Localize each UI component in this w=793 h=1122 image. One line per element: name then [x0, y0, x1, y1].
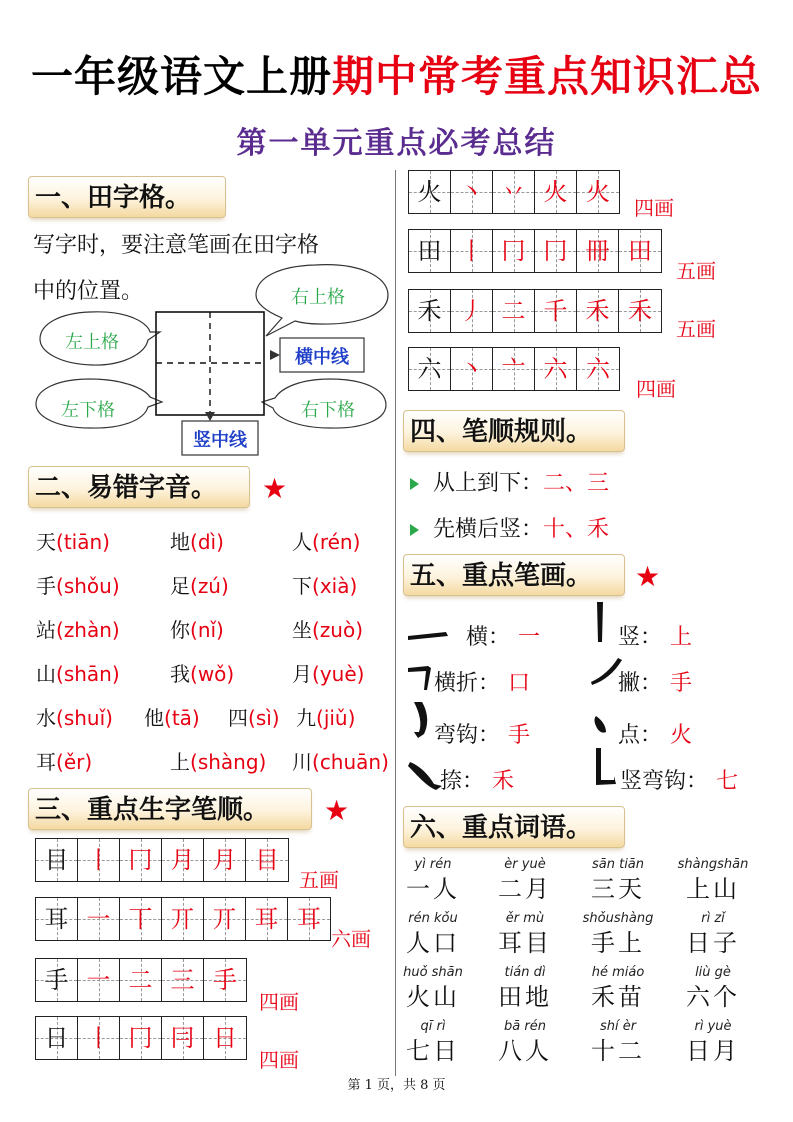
stroke-count: 五画 [299, 868, 339, 892]
stroke-grid [408, 229, 662, 273]
grid-character: 耳 [36, 898, 78, 940]
section-1-heading: 一、田字格。 [28, 176, 226, 218]
pinyin-item: 我(wǒ) [170, 662, 235, 686]
grid-stroke-step: 冊 [577, 230, 619, 272]
pinyin-item: 山(shān) [36, 662, 120, 686]
grid-character: 禾 [409, 290, 451, 332]
pinyin-item: 足(zú) [170, 574, 229, 598]
grid-stroke-step: 手 [204, 959, 246, 1001]
grid-stroke-step: 耳 [288, 898, 330, 940]
section-1-text-line2: 中的位置。 [33, 279, 144, 304]
grid-stroke-step: 亠 [493, 348, 535, 390]
pinyin-item: 地(dì) [170, 530, 224, 554]
dian-stroke-icon [595, 716, 607, 733]
grid-character: 目 [36, 839, 78, 881]
pinyin-item: 耳(ěr) [36, 750, 93, 774]
grid-stroke-step: 一 [78, 959, 120, 1001]
grid-stroke-step: 丿 [451, 290, 493, 332]
pinyin-item: 人(rén) [292, 530, 361, 554]
stroke-grid [35, 838, 289, 882]
stroke-item: 撇： 手 [618, 671, 693, 696]
grid-stroke-step: 目 [246, 839, 288, 881]
shuwangou-stroke-icon [596, 748, 616, 785]
grid-character: 田 [409, 230, 451, 272]
word-item: rén kǒu 人口 [406, 911, 460, 957]
word-item: shǒushàng 手上 [582, 911, 654, 957]
stroke-item: 横： 一 [466, 625, 541, 650]
grid-character: 手 [36, 959, 78, 1001]
grid-stroke-step: 禾 [577, 290, 619, 332]
stroke-item: 捺： 禾 [440, 769, 515, 794]
grid-stroke-step: 冂 [120, 1017, 162, 1059]
grid-stroke-step: 丷 [493, 171, 535, 213]
stroke-grid [408, 289, 662, 333]
grid-character: 火 [409, 171, 451, 213]
label-top-right: 右上格 [291, 287, 345, 308]
stroke-item: 横折： 口 [434, 671, 531, 696]
label-top-left: 左上格 [65, 332, 119, 353]
word-item: bā rén 八人 [498, 1019, 552, 1065]
word-item: shàngshān 上山 [677, 857, 749, 903]
grid-stroke-step: 火 [535, 171, 577, 213]
pinyin-item: 下(xià) [292, 574, 358, 598]
stroke-count: 四画 [634, 196, 674, 220]
stroke-count: 四画 [259, 990, 299, 1014]
grid-stroke-step: 丶 [451, 348, 493, 390]
section-2-heading: 二、易错字音。 [28, 466, 250, 508]
word-item: liù gè 六个 [686, 965, 740, 1011]
word-item: sān tiān 三天 [591, 857, 645, 903]
grid-stroke-step: 田 [619, 230, 661, 272]
na-stroke-icon [408, 762, 442, 790]
grid-stroke-step: 火 [577, 171, 619, 213]
pinyin-item: 天(tiān) [36, 530, 110, 554]
stroke-count: 四画 [636, 377, 676, 401]
grid-character: 日 [36, 1017, 78, 1059]
label-bottom-right: 右下格 [301, 400, 355, 421]
pinyin-item: 四(sì) [228, 706, 280, 730]
label-v-line: 竖中线 [193, 430, 247, 451]
wangou-stroke-icon [414, 702, 427, 738]
stroke-count: 五画 [676, 259, 716, 283]
section-3-star: ★ [324, 794, 350, 827]
word-item: hé miáo 禾苗 [591, 965, 645, 1011]
rule-1: 从上到下：二、三 [410, 466, 609, 497]
heng-stroke-icon [408, 632, 448, 640]
grid-character: 六 [409, 348, 451, 390]
stroke-grid [408, 347, 620, 391]
section-1-text-line1: 写字时，要注意笔画在田字格 [33, 233, 320, 258]
section-5-star: ★ [635, 560, 661, 593]
stroke-grid [35, 1016, 247, 1060]
grid-stroke-step: 冂 [535, 230, 577, 272]
pinyin-item: 手(shǒu) [36, 574, 120, 598]
stroke-item: 竖弯钩： 七 [620, 769, 739, 794]
word-item: rì zǐ 日子 [686, 911, 740, 957]
bullet-triangle-icon [410, 478, 419, 490]
grid-stroke-step: 月 [162, 839, 204, 881]
section-3-heading: 三、重点生字笔顺。 [28, 788, 312, 830]
grid-stroke-step: 日 [204, 1017, 246, 1059]
stroke-item: 竖： 上 [618, 625, 693, 650]
grid-stroke-step: 一 [78, 898, 120, 940]
grid-stroke-step: 耳 [246, 898, 288, 940]
pinyin-item: 水(shuǐ) [36, 706, 113, 730]
stroke-grid [408, 170, 620, 214]
grid-stroke-step: 二 [493, 290, 535, 332]
stroke-grid [35, 897, 331, 941]
grid-stroke-step: 丌 [162, 898, 204, 940]
stroke-count: 六画 [331, 927, 371, 951]
grid-stroke-step: 冃 [162, 1017, 204, 1059]
label-bottom-left: 左下格 [61, 400, 115, 421]
bullet-triangle-icon [410, 524, 419, 536]
pinyin-item: 上(shàng) [170, 750, 267, 774]
grid-stroke-step: 月 [204, 839, 246, 881]
pinyin-item: 你(nǐ) [170, 618, 224, 642]
pinyin-item: 站(zhàn) [36, 618, 120, 642]
word-item: yì rén 一人 [406, 857, 460, 903]
stroke-count: 五画 [676, 317, 716, 341]
section-6-heading: 六、重点词语。 [403, 806, 625, 848]
grid-stroke-step: 三 [162, 959, 204, 1001]
section-5-heading: 五、重点笔画。 [403, 554, 625, 596]
word-item: èr yuè 二月 [498, 857, 552, 903]
page-title: 一年级语文上册期中常考重点知识汇总 [30, 52, 763, 101]
pinyin-item: 他(tā) [144, 706, 200, 730]
word-item: tián dì 田地 [498, 965, 552, 1011]
grid-stroke-step: 丶 [451, 171, 493, 213]
grid-stroke-step: 丨 [78, 1017, 120, 1059]
grid-stroke-step: 六 [535, 348, 577, 390]
grid-stroke-step: 丅 [120, 898, 162, 940]
stroke-item: 弯钩： 手 [434, 723, 531, 748]
grid-stroke-step: 丌 [204, 898, 246, 940]
hengzhe-stroke-icon [408, 666, 431, 690]
shu-stroke-icon [597, 602, 603, 642]
stroke-count: 四画 [259, 1048, 299, 1072]
pinyin-item: 坐(zuò) [292, 618, 364, 642]
section-2-star: ★ [262, 472, 288, 505]
pinyin-item: 川(chuān) [292, 750, 389, 774]
label-h-line: 横中线 [295, 347, 349, 368]
word-item: rì yuè 日月 [686, 1019, 740, 1065]
word-item: shí èr 十二 [591, 1019, 645, 1065]
grid-stroke-step: 千 [535, 290, 577, 332]
grid-stroke-step: 冂 [120, 839, 162, 881]
grid-stroke-step: 六 [577, 348, 619, 390]
grid-stroke-step: 丨 [451, 230, 493, 272]
rule-2: 先横后竖：十、禾 [410, 512, 609, 543]
word-item: huǒ shān 火山 [403, 965, 463, 1011]
word-item: qī rì 七日 [406, 1019, 460, 1065]
grid-stroke-step: 冂 [493, 230, 535, 272]
grid-stroke-step: 丨 [78, 839, 120, 881]
pinyin-item: 月(yuè) [292, 662, 365, 686]
stroke-item: 点： 火 [618, 723, 693, 748]
grid-stroke-step: 禾 [619, 290, 661, 332]
pinyin-item: 九(jiǔ) [296, 706, 356, 730]
section-4-heading: 四、笔顺规则。 [403, 410, 625, 452]
stroke-grid [35, 958, 247, 1002]
page-number: 第 1 页，共 8 页 [347, 1078, 446, 1093]
grid-stroke-step: 二 [120, 959, 162, 1001]
page-subtitle: 第一单元重点必考总结 [236, 126, 557, 161]
word-item: ěr mù 耳目 [498, 911, 552, 957]
